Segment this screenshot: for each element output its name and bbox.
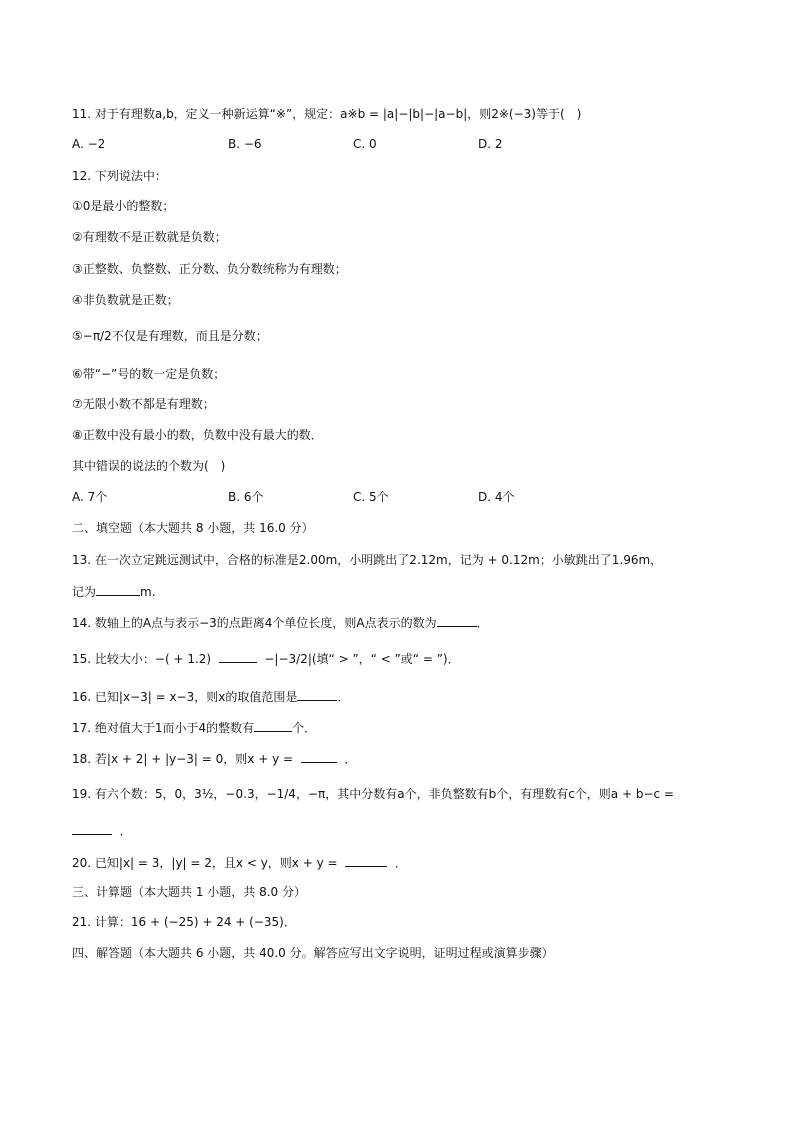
q12-statement-6: ⑥带“−”号的数一定是负数； — [72, 367, 226, 381]
q12-statement-5: ⑤−π/2不仅是有理数，而且是分数； — [72, 329, 268, 343]
q20 — [72, 854, 407, 871]
q12-stem: 12. 下列说法中： — [72, 169, 167, 183]
q15-answer-blank[interactable] — [219, 650, 257, 663]
q15-pre: 15. 比较大小：−( + 1.2) — [72, 652, 212, 666]
q12-option-a: A. 7个 — [72, 490, 108, 504]
q12-statement-8: ⑧正数中没有最小的数，负数中没有最大的数． — [72, 428, 323, 442]
q12-option-c: C. 5个 — [353, 490, 389, 504]
q12-option-d: D. 4个 — [478, 490, 515, 504]
q11-option-d: D. 2 — [478, 137, 503, 151]
q19-line-1: 19. 有六个数：5，0，3½，−0.3，−1/4，−π，其中分数有a个，非负整数有b个，有理数有c个，则a + b−c = — [72, 787, 674, 801]
q15 — [72, 650, 460, 667]
q18-answer-blank[interactable] — [301, 750, 337, 763]
q13-line-2 — [72, 583, 156, 600]
q12-statement-4: ④非负数就是正数； — [72, 293, 179, 307]
q12-statement-7: ⑦无限小数不都是有理数； — [72, 397, 215, 411]
q13-line-1: 13. 在一次立定跳远测试中，合格的标准是2.00m，小明跳出了2.12m，记为 + 0.12m；小敏跳出了1.96m， — [72, 553, 663, 567]
q12-statement-2: ②有理数不是正数就是负数； — [72, 230, 227, 244]
section-3-title: 三、计算题（本大题共 1 小题，共 8.0 分） — [72, 885, 306, 899]
q12-options — [72, 489, 712, 505]
q11-option-a: A. −2 — [72, 137, 106, 151]
q19-line-2 — [72, 822, 132, 839]
q17 — [72, 719, 316, 736]
q11-option-b: B. −6 — [228, 137, 262, 151]
q14-pre: 14. 数轴上的A点与表示−3的点距离4个单位长度，则A点表示的数为 — [72, 616, 437, 630]
q11-stem: 11. 对于有理数a,b，定义一种新运算“※”，规定：a※b = |a|−|b|−|a−b|，则2※(−3)等于( ) — [72, 107, 582, 121]
q17-pre: 17. 绝对值大于1而小于4的整数有 — [72, 721, 255, 735]
q16-post: ． — [337, 690, 350, 704]
q21-text: 21. 计算：16 + (−25) + 24 + (−35)． — [72, 915, 296, 929]
q19-post: ． — [119, 824, 132, 838]
q20-post: ． — [394, 856, 407, 870]
q14-post: ． — [476, 616, 489, 630]
q12-statement-1: ①0是最小的整数； — [72, 199, 175, 213]
q12-question: 其中错误的说法的个数为( ) — [72, 459, 226, 473]
q14 — [72, 614, 489, 631]
q18-post: ． — [344, 752, 357, 766]
q18-pre: 18. 若|x + 2| + |y−3| = 0，则x + y = — [72, 752, 294, 766]
q16 — [72, 688, 349, 705]
q20-answer-blank[interactable] — [345, 854, 387, 867]
q17-post: 个． — [292, 721, 317, 735]
q17-answer-blank[interactable] — [254, 719, 292, 732]
q14-answer-blank[interactable] — [437, 614, 477, 627]
q20-pre: 20. 已知|x| = 3，|y| = 2，且x < y，则x + y = — [72, 856, 338, 870]
q16-answer-blank[interactable] — [297, 688, 337, 701]
q13-line-2-post: m. — [140, 585, 156, 599]
q12-statement-3: ③正整数、负整数、正分数、负分数统称为有理数； — [72, 262, 347, 276]
q16-pre: 16. 已知|x−3| = x−3，则x的取值范围是 — [72, 690, 298, 704]
q11-option-c: C. 0 — [353, 137, 377, 151]
section-2-title: 二、填空题（本大题共 8 小题，共 16.0 分） — [72, 521, 314, 535]
section-4-title: 四、解答题（本大题共 6 小题，共 40.0 分。解答应写出文字说明，证明过程或演算步骤） — [72, 946, 554, 960]
q12-option-b: B. 6个 — [228, 490, 264, 504]
q13-answer-blank[interactable] — [96, 583, 140, 596]
q19-answer-blank[interactable] — [72, 822, 112, 835]
q18 — [72, 750, 356, 767]
q15-post: −|−3/2|(填“ > ”，“ < ”或“ = ”)． — [264, 652, 460, 666]
q11-options — [72, 136, 712, 152]
q13-line-2-pre: 记为 — [72, 585, 97, 599]
